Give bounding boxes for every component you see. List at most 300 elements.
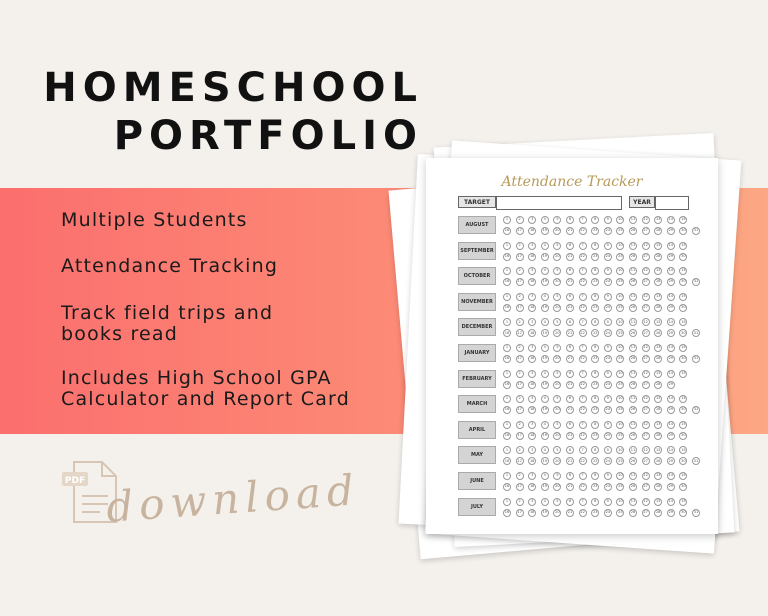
day-circle[interactable]: 13 (654, 472, 662, 480)
day-circle[interactable]: 6 (566, 472, 574, 480)
day-circle[interactable]: 28 (654, 227, 662, 235)
day-circle[interactable]: 28 (654, 483, 662, 491)
day-circle[interactable]: 15 (679, 395, 687, 403)
day-circle[interactable]: 25 (616, 329, 624, 337)
day-circle[interactable]: 25 (616, 483, 624, 491)
day-circle[interactable]: 3 (528, 242, 536, 250)
day-circle[interactable]: 8 (591, 421, 599, 429)
day-circle[interactable]: 28 (654, 278, 662, 286)
day-circle[interactable]: 10 (616, 395, 624, 403)
day-circle[interactable]: 2 (516, 395, 524, 403)
day-circle[interactable]: 27 (642, 457, 650, 465)
day-circle[interactable]: 8 (591, 318, 599, 326)
day-circle[interactable]: 7 (579, 472, 587, 480)
day-circle[interactable]: 6 (566, 446, 574, 454)
day-circle[interactable]: 7 (579, 498, 587, 506)
day-circle[interactable]: 6 (566, 267, 574, 275)
day-circle[interactable]: 18 (528, 483, 536, 491)
day-circle[interactable]: 4 (541, 267, 549, 275)
day-circle[interactable]: 24 (604, 278, 612, 286)
download-link[interactable]: download (104, 465, 362, 532)
day-circle[interactable]: 19 (541, 406, 549, 414)
day-circle[interactable]: 5 (553, 344, 561, 352)
day-circle[interactable]: 28 (654, 304, 662, 312)
day-circle[interactable]: 11 (629, 267, 637, 275)
day-circle[interactable]: 14 (667, 446, 675, 454)
day-circle[interactable]: 18 (528, 381, 536, 389)
day-circle[interactable]: 6 (566, 395, 574, 403)
day-circle[interactable]: 24 (604, 355, 612, 363)
day-circle[interactable]: 6 (566, 344, 574, 352)
day-circle[interactable]: 5 (553, 421, 561, 429)
day-circle[interactable]: 15 (679, 242, 687, 250)
day-circle[interactable]: 15 (679, 318, 687, 326)
day-circle[interactable]: 10 (616, 472, 624, 480)
day-circle[interactable]: 21 (566, 509, 574, 517)
day-circle[interactable]: 20 (553, 457, 561, 465)
day-circle[interactable]: 20 (553, 278, 561, 286)
day-circle[interactable]: 4 (541, 498, 549, 506)
day-circle[interactable]: 2 (516, 370, 524, 378)
day-circle[interactable]: 22 (579, 355, 587, 363)
day-circle[interactable]: 23 (591, 381, 599, 389)
day-circle[interactable]: 30 (679, 355, 687, 363)
day-circle[interactable]: 11 (629, 472, 637, 480)
day-circle[interactable]: 2 (516, 318, 524, 326)
day-circle[interactable]: 3 (528, 498, 536, 506)
day-circle[interactable]: 9 (604, 421, 612, 429)
day-circle[interactable]: 10 (616, 421, 624, 429)
day-circle[interactable]: 4 (541, 293, 549, 301)
day-circle[interactable]: 16 (503, 457, 511, 465)
day-circle[interactable]: 13 (654, 267, 662, 275)
day-circle[interactable]: 28 (654, 253, 662, 261)
day-circle[interactable]: 30 (679, 509, 687, 517)
day-circle[interactable]: 14 (667, 242, 675, 250)
day-circle[interactable]: 6 (566, 498, 574, 506)
day-circle[interactable]: 4 (541, 370, 549, 378)
day-circle[interactable]: 30 (679, 457, 687, 465)
day-circle[interactable]: 4 (541, 344, 549, 352)
day-circle[interactable]: 13 (654, 293, 662, 301)
day-circle[interactable]: 22 (579, 509, 587, 517)
day-circle[interactable]: 5 (553, 395, 561, 403)
day-circle[interactable]: 14 (667, 267, 675, 275)
day-circle[interactable]: 16 (503, 406, 511, 414)
day-circle[interactable]: 3 (528, 267, 536, 275)
day-circle[interactable]: 6 (566, 370, 574, 378)
day-circle[interactable]: 14 (667, 344, 675, 352)
day-circle[interactable]: 28 (654, 406, 662, 414)
day-circle[interactable]: 18 (528, 253, 536, 261)
day-circle[interactable]: 3 (528, 421, 536, 429)
day-circle[interactable]: 8 (591, 446, 599, 454)
day-circle[interactable]: 5 (553, 267, 561, 275)
day-circle[interactable]: 15 (679, 370, 687, 378)
day-circle[interactable]: 30 (679, 432, 687, 440)
day-circle[interactable]: 20 (553, 406, 561, 414)
day-circle[interactable]: 5 (553, 242, 561, 250)
day-circle[interactable]: 13 (654, 446, 662, 454)
day-circle[interactable]: 25 (616, 406, 624, 414)
day-circle[interactable]: 26 (629, 227, 637, 235)
day-circle[interactable]: 27 (642, 253, 650, 261)
day-circle[interactable]: 13 (654, 498, 662, 506)
day-circle[interactable]: 15 (679, 344, 687, 352)
day-circle[interactable]: 18 (528, 304, 536, 312)
day-circle[interactable]: 18 (528, 457, 536, 465)
day-circle[interactable]: 12 (642, 293, 650, 301)
day-circle[interactable]: 12 (642, 344, 650, 352)
day-circle[interactable]: 7 (579, 216, 587, 224)
day-circle[interactable]: 20 (553, 432, 561, 440)
day-circle[interactable]: 29 (667, 355, 675, 363)
day-circle[interactable]: 22 (579, 457, 587, 465)
day-circle[interactable]: 25 (616, 227, 624, 235)
day-circle[interactable]: 23 (591, 304, 599, 312)
day-circle[interactable]: 14 (667, 318, 675, 326)
day-circle[interactable]: 16 (503, 355, 511, 363)
day-circle[interactable]: 6 (566, 216, 574, 224)
day-circle[interactable]: 16 (503, 304, 511, 312)
day-circle[interactable]: 30 (679, 406, 687, 414)
day-circle[interactable]: 26 (629, 483, 637, 491)
day-circle[interactable]: 31 (692, 355, 700, 363)
day-circle[interactable]: 25 (616, 509, 624, 517)
day-circle[interactable]: 26 (629, 278, 637, 286)
day-circle[interactable]: 27 (642, 227, 650, 235)
day-circle[interactable]: 26 (629, 329, 637, 337)
day-circle[interactable]: 23 (591, 227, 599, 235)
day-circle[interactable]: 10 (616, 318, 624, 326)
day-circle[interactable]: 23 (591, 457, 599, 465)
day-circle[interactable]: 11 (629, 446, 637, 454)
day-circle[interactable]: 29 (667, 509, 675, 517)
day-circle[interactable]: 26 (629, 253, 637, 261)
day-circle[interactable]: 15 (679, 421, 687, 429)
day-circle[interactable]: 8 (591, 344, 599, 352)
day-circle[interactable]: 9 (604, 216, 612, 224)
day-circle[interactable]: 6 (566, 293, 574, 301)
day-circle[interactable]: 5 (553, 318, 561, 326)
day-circle[interactable]: 12 (642, 370, 650, 378)
day-circle[interactable]: 7 (579, 446, 587, 454)
day-circle[interactable]: 10 (616, 446, 624, 454)
day-circle[interactable]: 20 (553, 329, 561, 337)
day-circle[interactable]: 2 (516, 242, 524, 250)
day-circle[interactable]: 12 (642, 216, 650, 224)
day-circle[interactable]: 17 (516, 329, 524, 337)
day-circle[interactable]: 8 (591, 395, 599, 403)
day-circle[interactable]: 7 (579, 370, 587, 378)
day-circle[interactable]: 30 (679, 483, 687, 491)
day-circle[interactable]: 21 (566, 355, 574, 363)
day-circle[interactable]: 16 (503, 227, 511, 235)
day-circle[interactable]: 21 (566, 432, 574, 440)
day-circle[interactable]: 11 (629, 293, 637, 301)
day-circle[interactable]: 13 (654, 242, 662, 250)
day-circle[interactable]: 16 (503, 432, 511, 440)
day-circle[interactable]: 12 (642, 395, 650, 403)
day-circle[interactable]: 1 (503, 318, 511, 326)
day-circle[interactable]: 29 (667, 406, 675, 414)
day-circle[interactable]: 23 (591, 406, 599, 414)
day-circle[interactable]: 19 (541, 278, 549, 286)
day-circle[interactable]: 3 (528, 395, 536, 403)
day-circle[interactable]: 11 (629, 318, 637, 326)
day-circle[interactable]: 29 (667, 304, 675, 312)
day-circle[interactable]: 17 (516, 432, 524, 440)
day-circle[interactable]: 20 (553, 227, 561, 235)
day-circle[interactable]: 19 (541, 227, 549, 235)
day-circle[interactable]: 24 (604, 509, 612, 517)
day-circle[interactable]: 2 (516, 216, 524, 224)
day-circle[interactable]: 21 (566, 304, 574, 312)
day-circle[interactable]: 1 (503, 446, 511, 454)
day-circle[interactable]: 18 (528, 278, 536, 286)
day-circle[interactable]: 10 (616, 293, 624, 301)
day-circle[interactable]: 29 (667, 483, 675, 491)
day-circle[interactable]: 22 (579, 381, 587, 389)
day-circle[interactable]: 6 (566, 421, 574, 429)
day-circle[interactable]: 9 (604, 267, 612, 275)
day-circle[interactable]: 27 (642, 329, 650, 337)
day-circle[interactable]: 24 (604, 432, 612, 440)
day-circle[interactable]: 18 (528, 509, 536, 517)
day-circle[interactable]: 13 (654, 370, 662, 378)
day-circle[interactable]: 13 (654, 344, 662, 352)
day-circle[interactable]: 20 (553, 509, 561, 517)
day-circle[interactable]: 8 (591, 472, 599, 480)
day-circle[interactable]: 12 (642, 267, 650, 275)
day-circle[interactable]: 8 (591, 370, 599, 378)
day-circle[interactable]: 18 (528, 432, 536, 440)
day-circle[interactable]: 7 (579, 421, 587, 429)
day-circle[interactable]: 8 (591, 293, 599, 301)
day-circle[interactable]: 14 (667, 498, 675, 506)
day-circle[interactable]: 8 (591, 242, 599, 250)
day-circle[interactable]: 5 (553, 472, 561, 480)
day-circle[interactable]: 22 (579, 329, 587, 337)
day-circle[interactable]: 30 (679, 253, 687, 261)
day-circle[interactable]: 9 (604, 395, 612, 403)
day-circle[interactable]: 7 (579, 318, 587, 326)
day-circle[interactable]: 1 (503, 293, 511, 301)
day-circle[interactable]: 16 (503, 509, 511, 517)
day-circle[interactable]: 21 (566, 381, 574, 389)
day-circle[interactable]: 9 (604, 242, 612, 250)
day-circle[interactable]: 21 (566, 227, 574, 235)
day-circle[interactable]: 20 (553, 355, 561, 363)
day-circle[interactable]: 9 (604, 344, 612, 352)
day-circle[interactable]: 22 (579, 278, 587, 286)
day-circle[interactable]: 14 (667, 293, 675, 301)
day-circle[interactable]: 3 (528, 216, 536, 224)
day-circle[interactable]: 1 (503, 216, 511, 224)
day-circle[interactable]: 15 (679, 216, 687, 224)
day-circle[interactable]: 3 (528, 318, 536, 326)
day-circle[interactable]: 22 (579, 432, 587, 440)
day-circle[interactable]: 27 (642, 483, 650, 491)
day-circle[interactable]: 12 (642, 498, 650, 506)
day-circle[interactable]: 10 (616, 344, 624, 352)
day-circle[interactable]: 28 (654, 381, 662, 389)
day-circle[interactable]: 21 (566, 406, 574, 414)
day-circle[interactable]: 18 (528, 329, 536, 337)
day-circle[interactable]: 31 (692, 278, 700, 286)
day-circle[interactable]: 2 (516, 472, 524, 480)
day-circle[interactable]: 12 (642, 472, 650, 480)
day-circle[interactable]: 24 (604, 329, 612, 337)
day-circle[interactable]: 24 (604, 304, 612, 312)
day-circle[interactable]: 27 (642, 406, 650, 414)
day-circle[interactable]: 12 (642, 318, 650, 326)
day-circle[interactable]: 21 (566, 483, 574, 491)
day-circle[interactable]: 11 (629, 242, 637, 250)
day-circle[interactable]: 7 (579, 293, 587, 301)
day-circle[interactable]: 28 (654, 355, 662, 363)
day-circle[interactable]: 31 (692, 406, 700, 414)
day-circle[interactable]: 24 (604, 406, 612, 414)
day-circle[interactable]: 11 (629, 421, 637, 429)
day-circle[interactable]: 26 (629, 432, 637, 440)
day-circle[interactable]: 2 (516, 498, 524, 506)
day-circle[interactable]: 9 (604, 472, 612, 480)
day-circle[interactable]: 9 (604, 370, 612, 378)
day-circle[interactable]: 19 (541, 483, 549, 491)
day-circle[interactable]: 11 (629, 370, 637, 378)
year-field[interactable] (655, 196, 689, 210)
day-circle[interactable]: 5 (553, 446, 561, 454)
day-circle[interactable]: 26 (629, 355, 637, 363)
day-circle[interactable]: 13 (654, 421, 662, 429)
day-circle[interactable]: 31 (692, 227, 700, 235)
day-circle[interactable]: 17 (516, 278, 524, 286)
day-circle[interactable]: 1 (503, 267, 511, 275)
day-circle[interactable]: 16 (503, 381, 511, 389)
day-circle[interactable]: 17 (516, 457, 524, 465)
day-circle[interactable]: 23 (591, 355, 599, 363)
day-circle[interactable]: 19 (541, 509, 549, 517)
day-circle[interactable]: 25 (616, 355, 624, 363)
day-circle[interactable]: 12 (642, 446, 650, 454)
day-circle[interactable]: 7 (579, 267, 587, 275)
day-circle[interactable]: 20 (553, 253, 561, 261)
day-circle[interactable]: 19 (541, 381, 549, 389)
day-circle[interactable]: 31 (692, 329, 700, 337)
day-circle[interactable]: 2 (516, 421, 524, 429)
day-circle[interactable]: 11 (629, 395, 637, 403)
day-circle[interactable]: 15 (679, 472, 687, 480)
day-circle[interactable]: 17 (516, 304, 524, 312)
day-circle[interactable]: 29 (667, 381, 675, 389)
day-circle[interactable]: 4 (541, 472, 549, 480)
day-circle[interactable]: 6 (566, 242, 574, 250)
day-circle[interactable]: 17 (516, 509, 524, 517)
day-circle[interactable]: 28 (654, 509, 662, 517)
day-circle[interactable]: 10 (616, 216, 624, 224)
day-circle[interactable]: 8 (591, 267, 599, 275)
day-circle[interactable]: 10 (616, 242, 624, 250)
day-circle[interactable]: 29 (667, 253, 675, 261)
day-circle[interactable]: 26 (629, 406, 637, 414)
day-circle[interactable]: 4 (541, 242, 549, 250)
day-circle[interactable]: 2 (516, 293, 524, 301)
day-circle[interactable]: 20 (553, 381, 561, 389)
day-circle[interactable]: 4 (541, 446, 549, 454)
day-circle[interactable]: 30 (679, 278, 687, 286)
day-circle[interactable]: 19 (541, 253, 549, 261)
day-circle[interactable]: 13 (654, 216, 662, 224)
day-circle[interactable]: 1 (503, 370, 511, 378)
day-circle[interactable]: 27 (642, 381, 650, 389)
day-circle[interactable]: 23 (591, 329, 599, 337)
day-circle[interactable]: 25 (616, 304, 624, 312)
day-circle[interactable]: 3 (528, 344, 536, 352)
day-circle[interactable]: 19 (541, 355, 549, 363)
day-circle[interactable]: 1 (503, 421, 511, 429)
day-circle[interactable]: 15 (679, 498, 687, 506)
day-circle[interactable]: 26 (629, 457, 637, 465)
day-circle[interactable]: 13 (654, 318, 662, 326)
day-circle[interactable]: 30 (679, 329, 687, 337)
day-circle[interactable]: 16 (503, 253, 511, 261)
day-circle[interactable]: 8 (591, 216, 599, 224)
day-circle[interactable]: 2 (516, 446, 524, 454)
day-circle[interactable]: 15 (679, 446, 687, 454)
day-circle[interactable]: 11 (629, 216, 637, 224)
day-circle[interactable]: 16 (503, 483, 511, 491)
day-circle[interactable]: 21 (566, 329, 574, 337)
day-circle[interactable]: 5 (553, 370, 561, 378)
day-circle[interactable]: 1 (503, 395, 511, 403)
day-circle[interactable]: 6 (566, 318, 574, 326)
day-circle[interactable]: 21 (566, 253, 574, 261)
day-circle[interactable]: 17 (516, 253, 524, 261)
day-circle[interactable]: 29 (667, 278, 675, 286)
day-circle[interactable]: 5 (553, 498, 561, 506)
day-circle[interactable]: 20 (553, 304, 561, 312)
day-circle[interactable]: 3 (528, 293, 536, 301)
day-circle[interactable]: 19 (541, 304, 549, 312)
day-circle[interactable]: 14 (667, 472, 675, 480)
day-circle[interactable]: 13 (654, 395, 662, 403)
day-circle[interactable]: 22 (579, 253, 587, 261)
day-circle[interactable]: 10 (616, 267, 624, 275)
day-circle[interactable]: 9 (604, 446, 612, 454)
day-circle[interactable]: 2 (516, 267, 524, 275)
day-circle[interactable]: 5 (553, 216, 561, 224)
day-circle[interactable]: 18 (528, 355, 536, 363)
day-circle[interactable]: 16 (503, 329, 511, 337)
day-circle[interactable]: 28 (654, 329, 662, 337)
day-circle[interactable]: 19 (541, 432, 549, 440)
day-circle[interactable]: 17 (516, 381, 524, 389)
day-circle[interactable]: 28 (654, 457, 662, 465)
day-circle[interactable]: 22 (579, 406, 587, 414)
day-circle[interactable]: 17 (516, 406, 524, 414)
day-circle[interactable]: 30 (679, 227, 687, 235)
day-circle[interactable]: 21 (566, 278, 574, 286)
day-circle[interactable]: 29 (667, 227, 675, 235)
day-circle[interactable]: 1 (503, 498, 511, 506)
day-circle[interactable]: 29 (667, 432, 675, 440)
day-circle[interactable]: 16 (503, 278, 511, 286)
day-circle[interactable]: 14 (667, 370, 675, 378)
day-circle[interactable]: 27 (642, 509, 650, 517)
day-circle[interactable]: 18 (528, 227, 536, 235)
day-circle[interactable]: 24 (604, 253, 612, 261)
